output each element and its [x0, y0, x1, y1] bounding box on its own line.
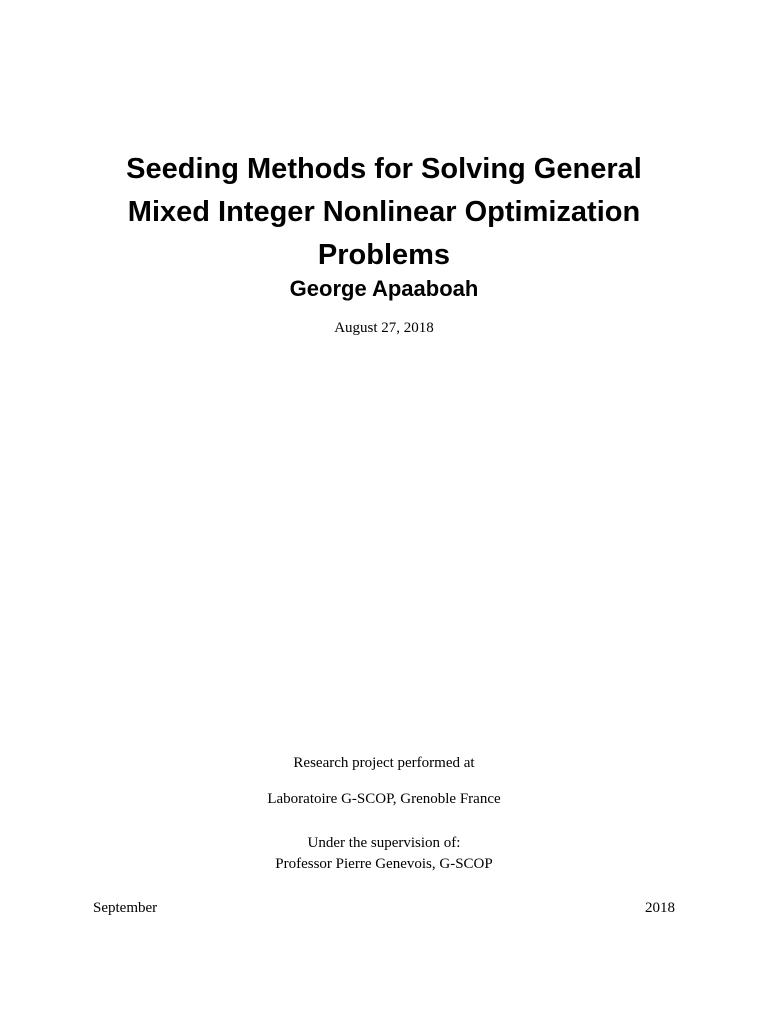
title-line-2: Mixed Integer Nonlinear Optimization: [127, 196, 641, 228]
supervision-label: Under the supervision of:: [307, 835, 461, 851]
performed-at-label: Research project performed at: [293, 755, 475, 771]
supervisor-name: Professor Pierre Genevois, G-SCOP: [275, 856, 493, 872]
title-line-1: Seeding Methods for Solving General: [126, 153, 642, 185]
footer-year: 2018: [645, 900, 675, 916]
document-date: August 27, 2018: [334, 320, 434, 336]
author-name: George Apaaboah: [289, 276, 479, 301]
footer-month: September: [93, 900, 158, 916]
laboratory-name: Laboratoire G-SCOP, Grenoble France: [267, 791, 501, 807]
document-title: [0, 148, 768, 277]
title-line-3: Problems: [317, 239, 451, 271]
